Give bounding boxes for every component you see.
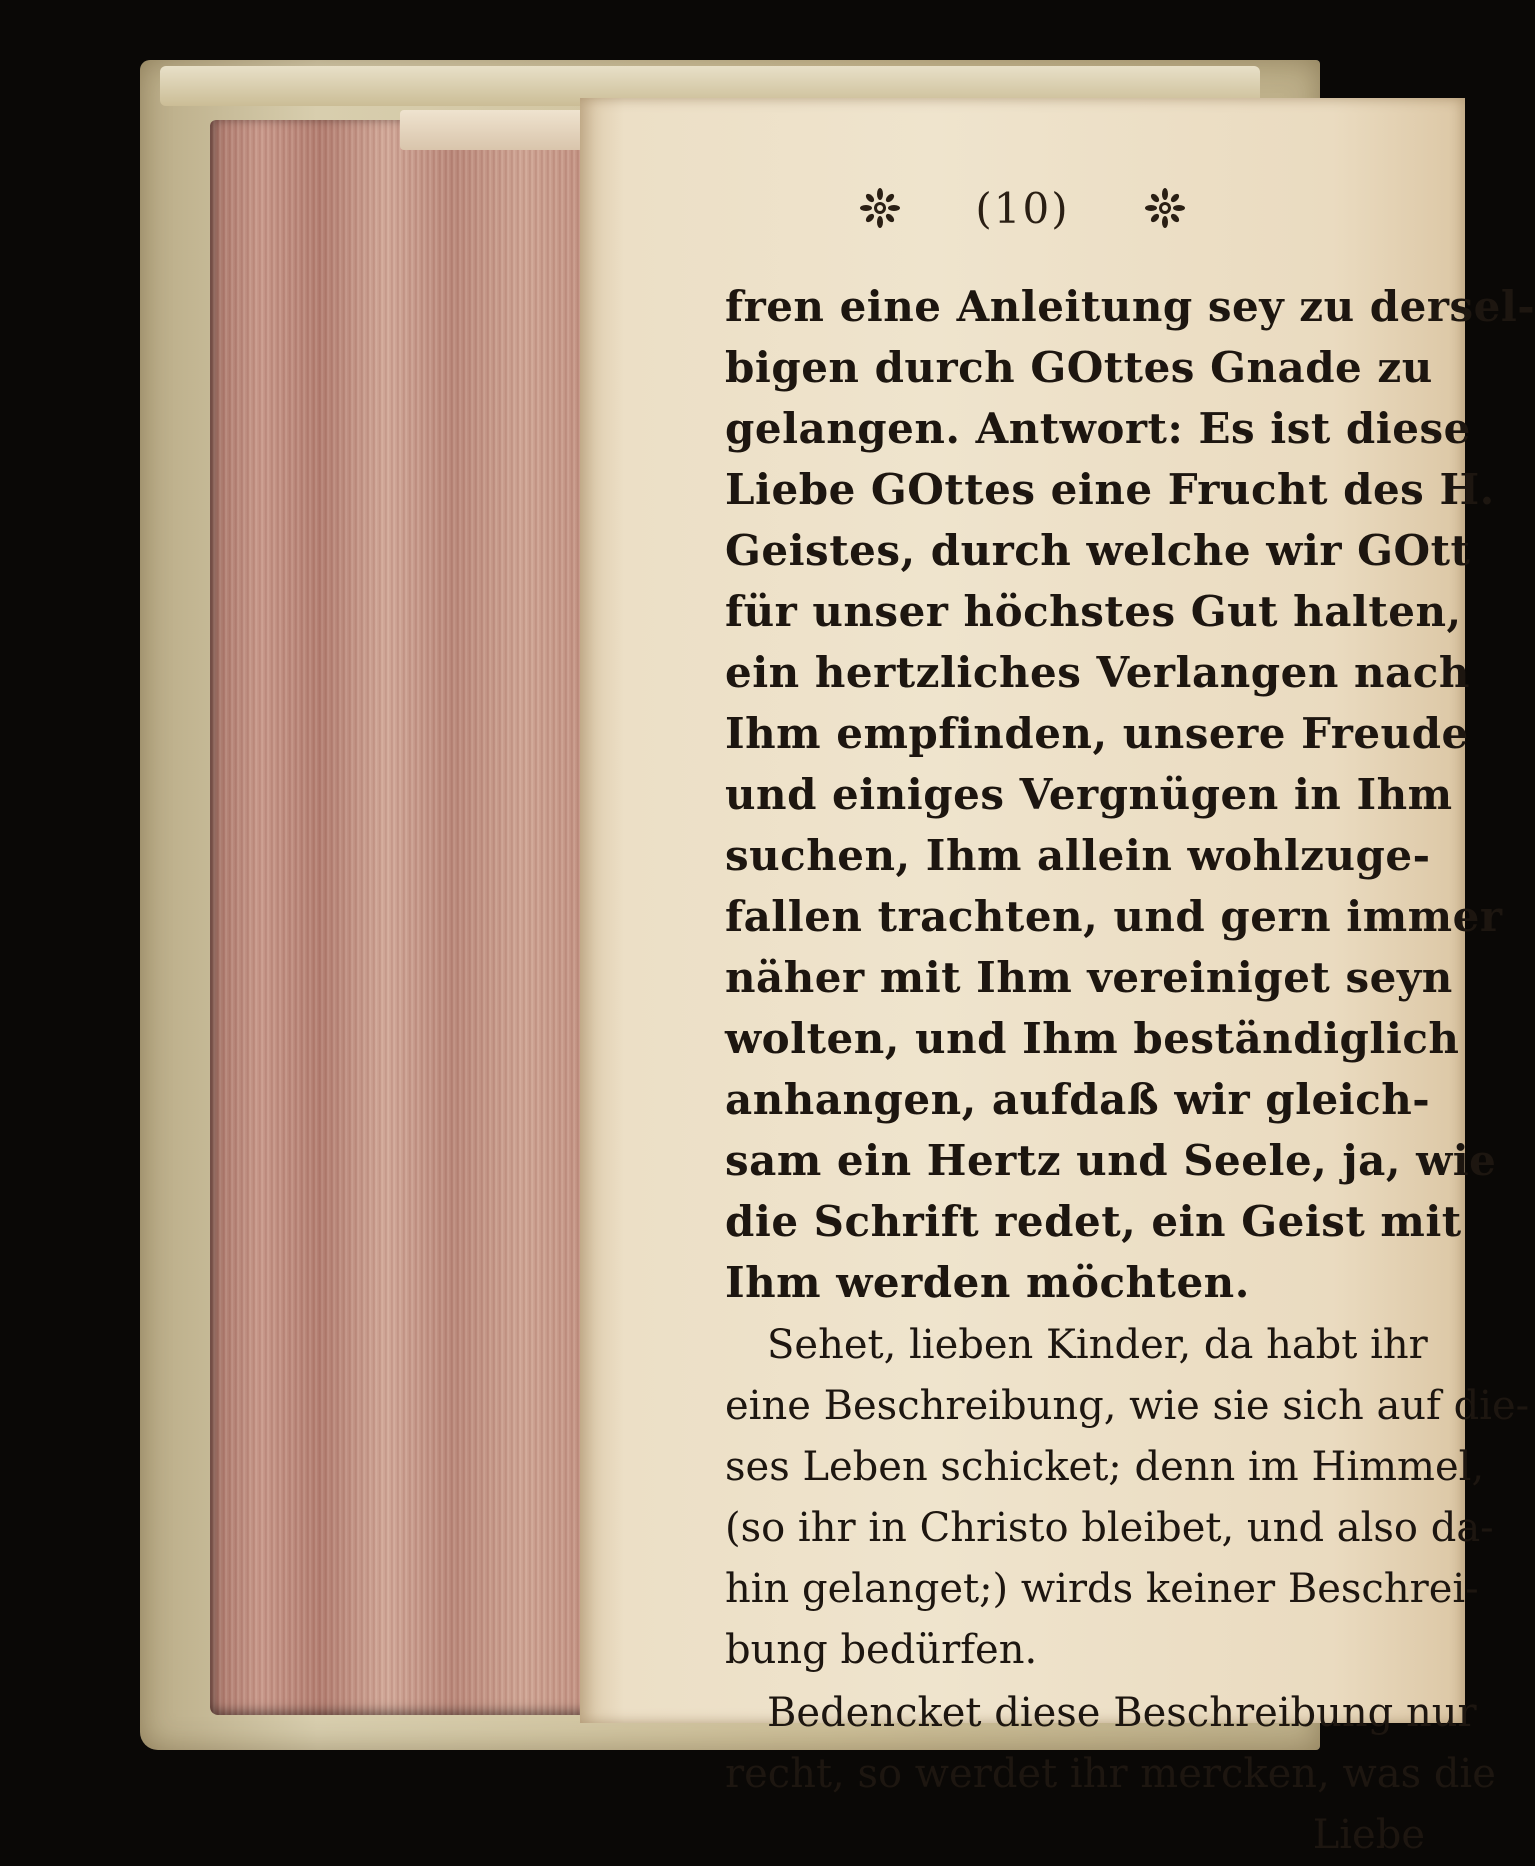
text-line: gelangen. Antwort: Es ist diese <box>725 404 1471 453</box>
text-line: fren eine Anleitung sey zu dersel- <box>725 282 1535 331</box>
text-line: anhangen, aufdaß wir gleich- <box>725 1075 1431 1124</box>
flower-ornament-icon <box>860 188 900 228</box>
flower-ornament-icon <box>1145 188 1185 228</box>
text-line: Ihm werden möchten. <box>725 1258 1250 1307</box>
catchword: Liebe <box>1312 1812 1425 1858</box>
text-line: Sehet, lieben Kinder, da habt ihr <box>767 1322 1428 1368</box>
text-line: Ihm empfinden, unsere Freude <box>725 709 1469 758</box>
text-line: recht, so werdet ihr mercken, was die <box>725 1751 1496 1797</box>
text-line: suchen, Ihm allein wohlzuge- <box>725 831 1431 880</box>
text-line: hin gelanget;) wirds keiner Beschrei- <box>725 1566 1479 1612</box>
text-line: (so ihr in Christo bleibet, und also da- <box>725 1505 1494 1551</box>
text-line: Bedencket diese Beschreibung nur <box>767 1690 1477 1736</box>
text-line: ein hertzliches Verlangen nach <box>725 648 1470 697</box>
text-line: sam ein Hertz und Seele, ja, wie <box>725 1136 1497 1185</box>
text-line: bigen durch GOttes Gnade zu <box>725 343 1433 392</box>
paragraph-2 <box>725 1315 1530 1681</box>
page-text <box>725 276 1535 1866</box>
page-header <box>580 180 1465 233</box>
text-line: fallen trachten, und gern immer <box>725 892 1503 941</box>
text-line: die Schrift redet, ein Geist mit <box>725 1197 1462 1246</box>
text-line: Liebe GOttes eine Frucht des H. <box>725 465 1495 514</box>
book-page <box>580 98 1535 1858</box>
text-line: wolten, und Ihm beständiglich <box>725 1014 1460 1063</box>
book <box>140 60 1535 1858</box>
paragraph-1 <box>725 276 1535 1313</box>
text-line: eine Beschreibung, wie sie sich auf die- <box>725 1383 1530 1429</box>
page-number: (10) <box>975 183 1070 233</box>
text-line: ses Leben schicket; denn im Himmel, <box>725 1444 1485 1490</box>
text-line: und einiges Vergnügen in Ihm <box>725 770 1453 819</box>
text-line: für unser höchstes Gut halten, <box>725 587 1462 636</box>
text-line: bung bedürfen. <box>725 1627 1038 1673</box>
paragraph-3 <box>725 1683 1496 1866</box>
text-line: näher mit Ihm vereiniget seyn <box>725 953 1453 1002</box>
text-line: Geistes, durch welche wir GOtt <box>725 526 1471 575</box>
